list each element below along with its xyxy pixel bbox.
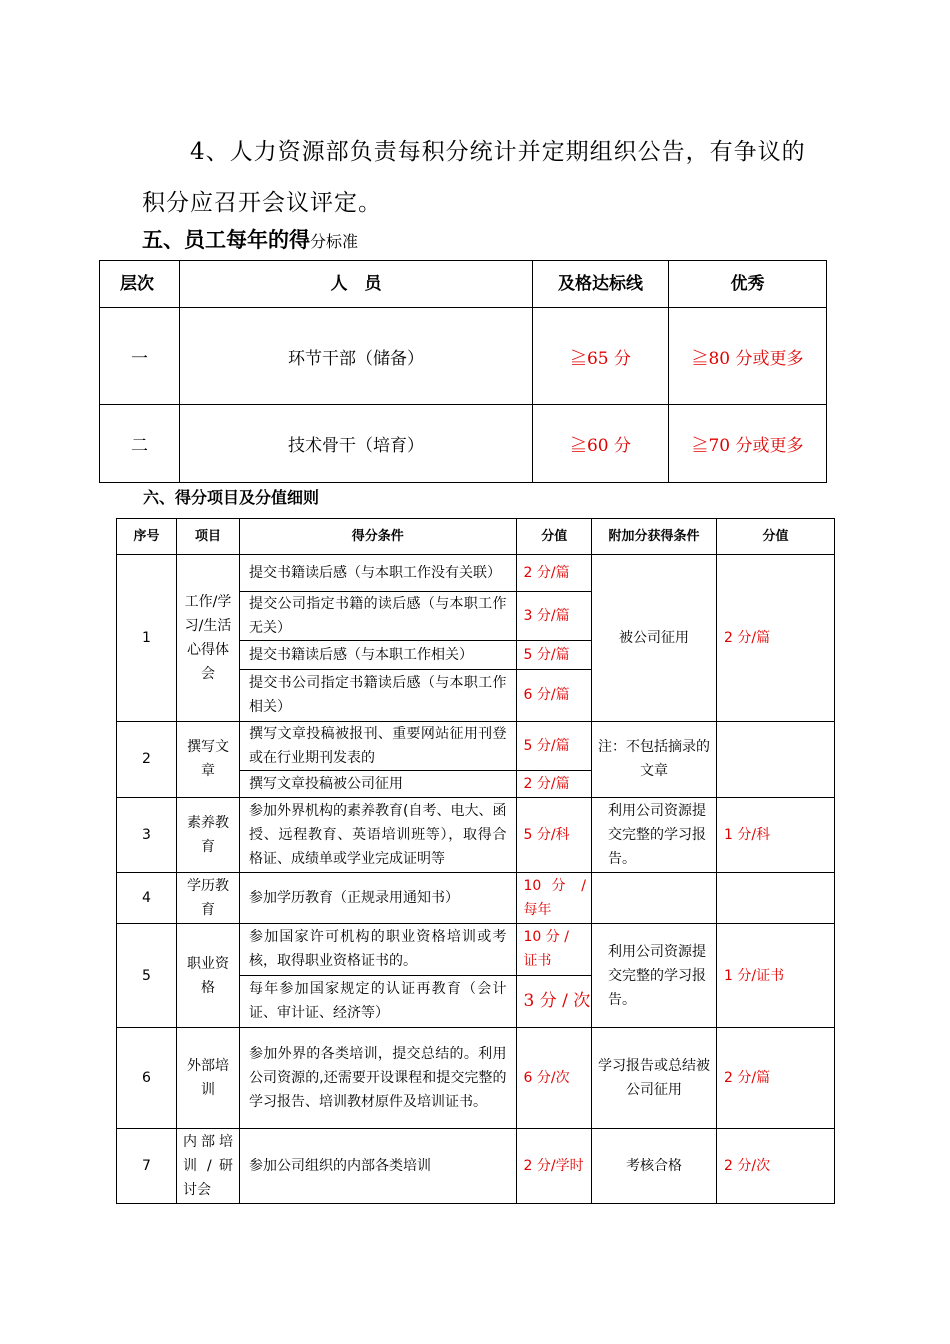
row-item: 撰写文章 [177, 721, 240, 798]
row-no: 4 [117, 873, 177, 924]
header-extra: 附加分获得条件 [592, 519, 717, 555]
row-conditions [240, 924, 592, 1028]
section-5-title-small: 分标准 [310, 232, 359, 251]
table-row [100, 405, 827, 483]
table-row [117, 1129, 835, 1204]
paragraph-line-2: 积分应召开会议评定。 [142, 190, 382, 216]
row-conditions [240, 873, 592, 924]
condition-value: 2 分/篇 [516, 555, 592, 592]
row-extra: 考核合格 [592, 1129, 717, 1204]
row-extra: 学习报告或总结被公司征用 [592, 1028, 717, 1129]
table-row [117, 798, 835, 873]
condition-value: 3 分 / 次 [516, 975, 592, 1027]
table-row [117, 721, 835, 798]
table-row [117, 924, 835, 1028]
condition-text: 参加学历教育（正规录用通知书） [249, 890, 459, 906]
row-extra-value [717, 873, 835, 924]
row-conditions [240, 721, 592, 798]
header-value: 分值 [516, 519, 592, 554]
condition-value: 5 分/科 [516, 798, 592, 872]
row-conditions [240, 798, 592, 873]
row-extra: 利用公司资源提交完整的学习报告。 [592, 924, 717, 1028]
condition-value: 2 分/学时 [516, 1129, 592, 1203]
row-conditions [240, 555, 592, 722]
level-cell: 二 [100, 405, 180, 483]
excellent-cell: ≧70 分或更多 [669, 405, 827, 483]
row-extra: 注：不包括摘录的文章 [592, 721, 717, 798]
condition-text: 撰写文章投稿被报刊、重要网站征用刊登或在行业期刊发表的 [249, 725, 507, 766]
header-pass: 及格达标线 [533, 261, 669, 308]
row-no: 5 [117, 924, 177, 1028]
condition-value: 6 分/次 [516, 1028, 592, 1128]
row-no: 7 [117, 1129, 177, 1204]
condition-text: 参加公司组织的内部各类培训 [249, 1158, 431, 1174]
condition-text: 提交书籍读后感（与本职工作没有关联） [249, 565, 501, 581]
row-extra-value: 1 分/科 [717, 798, 835, 873]
condition-value: 6 分/篇 [516, 670, 592, 721]
condition-text: 提交书公司指定书籍读后感（与本职工作相关） [240, 670, 516, 721]
score-detail-table [116, 518, 835, 1204]
table-row [100, 308, 827, 405]
condition-value: 3 分/篇 [516, 592, 592, 641]
table-header-row [100, 261, 827, 308]
row-no: 2 [117, 721, 177, 798]
section-5-title [142, 224, 358, 254]
row-extra-value: 2 分/篇 [717, 1028, 835, 1129]
condition-text: 提交书籍读后感（与本职工作相关） [240, 641, 516, 670]
row-no: 3 [117, 798, 177, 873]
row-extra [592, 873, 717, 924]
header-level: 层次 [100, 261, 180, 308]
pass-cell: ≧65 分 [533, 308, 669, 405]
header-item: 项目 [177, 519, 240, 555]
row-item: 内部培训 / 研讨会 [177, 1129, 240, 1204]
row-item: 职业资格 [177, 924, 240, 1028]
table-row [117, 873, 835, 924]
condition-value: 10 分 / 证书 [516, 924, 592, 975]
header-extra-value: 分值 [717, 519, 835, 555]
row-extra: 利用公司资源提交完整的学习报告。 [592, 798, 717, 873]
row-no: 1 [117, 555, 177, 722]
row-extra-value: 2 分/次 [717, 1129, 835, 1204]
row-extra-value: 2 分/篇 [717, 555, 835, 722]
row-item: 工作/学习/生活心得体会 [177, 555, 240, 722]
excellent-cell: ≧80 分或更多 [669, 308, 827, 405]
header-no: 序号 [117, 519, 177, 555]
condition-text: 参加外界机构的素养教育(自考、电大、函授、远程教育、英语培训班等），取得合格证、成绩单或学业完成证明等 [249, 803, 507, 867]
condition-text: 提交公司指定书籍的读后感（与本职工作无关） [240, 592, 516, 641]
row-no: 6 [117, 1028, 177, 1129]
row-conditions [240, 1129, 592, 1204]
paragraph-line-1: 4、人力资源部负责每积分统计并定期组织公告，有争议的 [190, 139, 806, 165]
condition-value: 5 分/篇 [516, 722, 592, 771]
condition-value: 2 分/篇 [516, 770, 592, 797]
row-item: 外部培训 [177, 1028, 240, 1129]
pass-cell: ≧60 分 [533, 405, 669, 483]
row-item: 素养教育 [177, 798, 240, 873]
table-row [117, 1028, 835, 1129]
header-condition: 得分条件 [351, 528, 404, 544]
level-cell: 一 [100, 308, 180, 405]
section-6-title: 六、得分项目及分值细则 [143, 488, 320, 507]
condition-text: 参加国家许可机构的职业资格培训或考核，取得职业资格证书的。 [249, 929, 507, 970]
condition-text: 撰写文章投稿被公司征用 [240, 770, 516, 797]
person-cell: 技术骨干（培育） [180, 405, 533, 483]
condition-value: 10 分 / 每年 [516, 873, 592, 923]
row-conditions [240, 1028, 592, 1129]
row-extra: 被公司征用 [592, 555, 717, 722]
header-condition-group [240, 519, 592, 555]
row-extra-value [717, 721, 835, 798]
row-extra-value: 1 分/证书 [717, 924, 835, 1028]
header-excellent: 优秀 [669, 261, 827, 308]
table-row [117, 555, 835, 722]
header-person: 人 员 [180, 261, 533, 308]
person-cell: 环节干部（储备） [180, 308, 533, 405]
row-item: 学历教育 [177, 873, 240, 924]
score-standard-table [99, 260, 827, 483]
table-header-row [117, 519, 835, 555]
condition-value: 5 分/篇 [516, 641, 592, 670]
section-5-title-main: 五、员工每年的得 [142, 228, 310, 252]
condition-text: 参加外界的各类培训，提交总结的。利用公司资源的,还需要开设课程和提交完整的学习报告、培训教材原件及培训证书。 [249, 1046, 507, 1110]
condition-text: 每年参加国家规定的认证再教育（会计证、审计证、经济等） [240, 975, 516, 1027]
